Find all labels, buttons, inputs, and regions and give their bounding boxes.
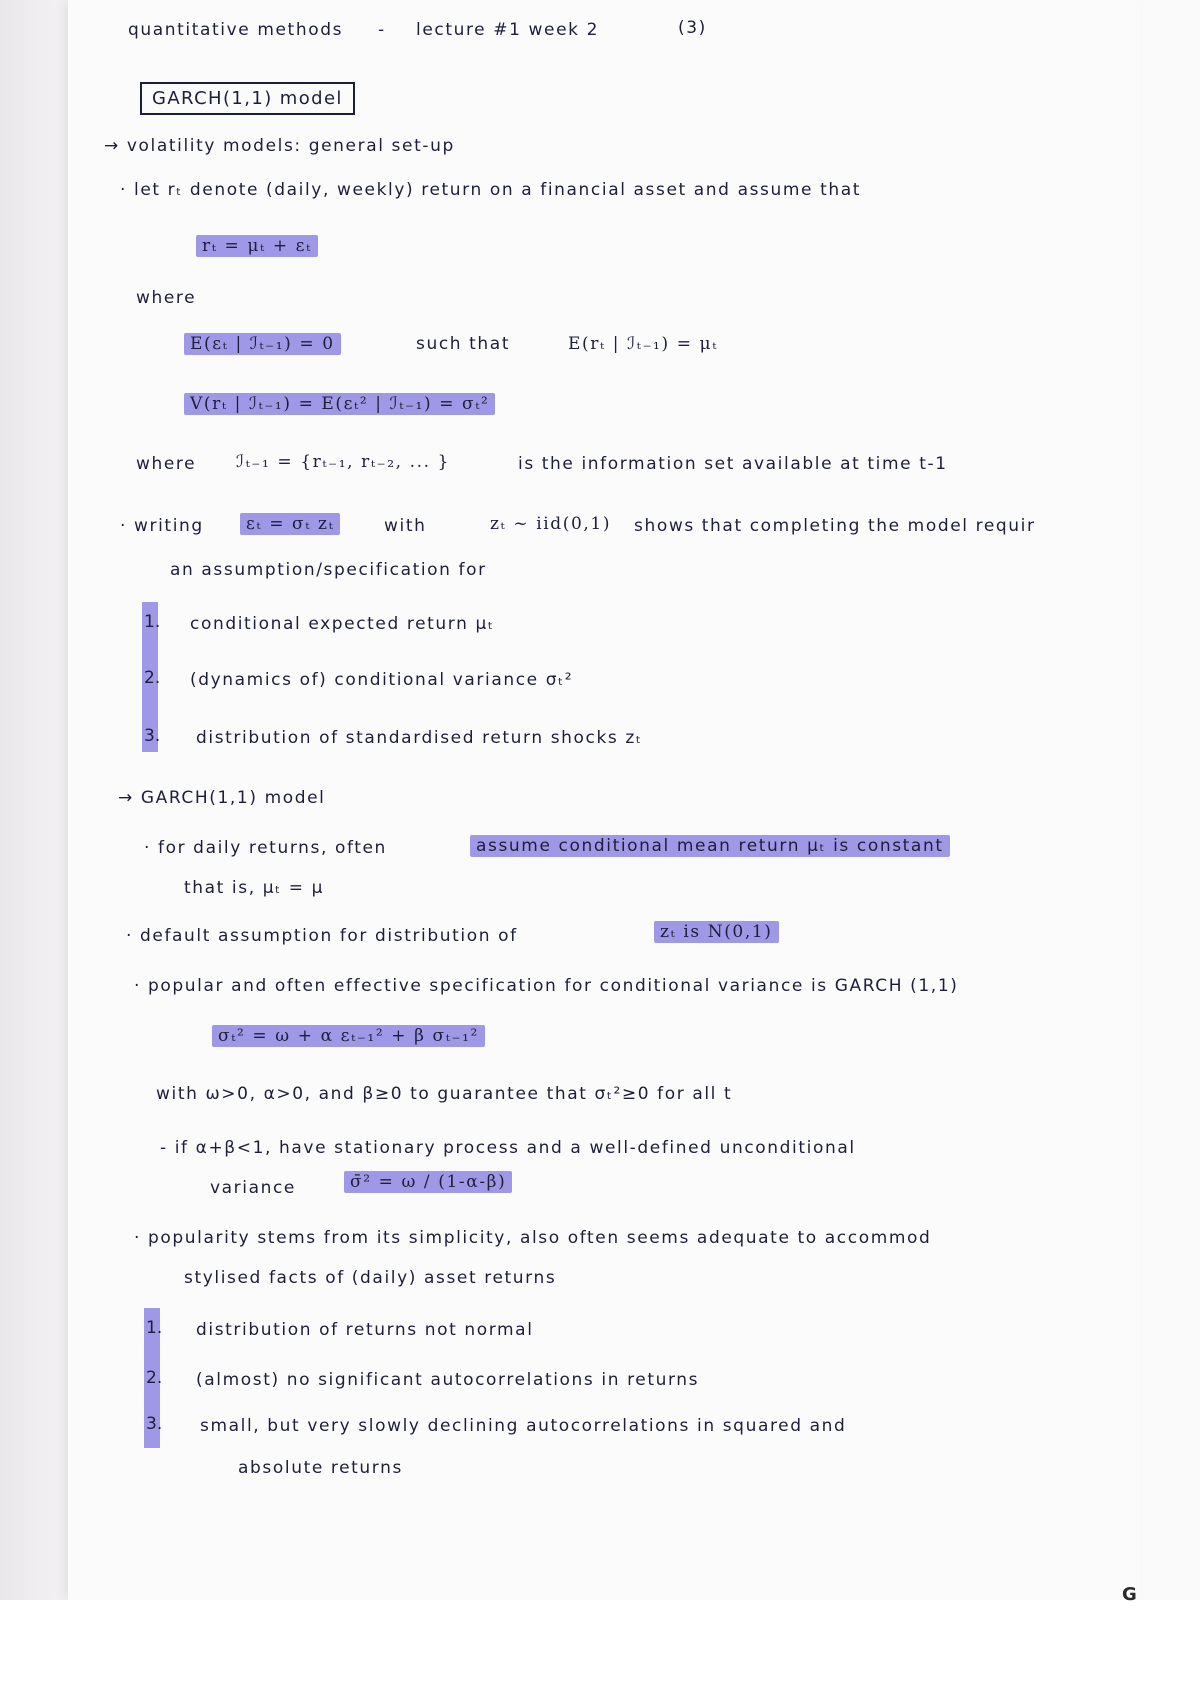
list2-num-3: 3. <box>146 1414 163 1434</box>
header-lecture: lecture #1 week 2 <box>416 20 599 40</box>
equation-conditional-variance-text: V(rₜ | ℐₜ₋₁) = E(εₜ² | ℐₜ₋₁) = σₜ² <box>184 393 495 415</box>
equation-mean-zero <box>184 334 341 354</box>
section-heading-garch: → GARCH(1,1) model <box>118 788 326 808</box>
corner-mark: G <box>1122 1584 1137 1605</box>
list1-num-1: 1. <box>144 612 161 632</box>
header-course: quantitative methods <box>128 20 344 40</box>
list2-item-3: small, but very slowly declining autocorrelations in squared and <box>200 1416 847 1436</box>
list1-item-1: conditional expected return μₜ <box>190 614 495 634</box>
stationarity-line: - if α+β<1, have stationary process and a well-defined unconditional <box>160 1138 856 1158</box>
writing-suffix: shows that completing the model requir <box>634 516 1036 536</box>
default-assumption-prefix: · default assumption for distribution of <box>126 926 518 946</box>
list2-num-1: 1. <box>146 1318 163 1338</box>
equation-unconditional-variance-text: σ̄² = ω / (1-α-β) <box>344 1171 512 1193</box>
header-dash: - <box>378 20 386 40</box>
equation-mean-zero-text: E(εₜ | ℐₜ₋₁) = 0 <box>184 333 341 355</box>
list2-num-2: 2. <box>146 1368 163 1388</box>
equation-garch <box>212 1026 485 1046</box>
popularity-line: · popularity stems from its simplicity, also often seems adequate to accommod <box>134 1228 932 1248</box>
equation-return-text: rₜ = μₜ + εₜ <box>196 235 318 257</box>
daily-returns-highlight-text: assume conditional mean return μₜ is constant <box>470 835 950 857</box>
where-label-1: where <box>136 288 197 308</box>
list2-item-2: (almost) no significant autocorrelations in returns <box>196 1370 700 1390</box>
list2-item-1: distribution of returns not normal <box>196 1320 534 1340</box>
page-bottom-margin <box>0 1600 1200 1698</box>
equation-unconditional-variance <box>344 1172 512 1192</box>
equation-iid: zₜ ~ iid(0,1) <box>490 514 612 534</box>
intro-line: · let rₜ denote (daily, weekly) return on a financial asset and assume that <box>120 180 862 200</box>
default-assumption-highlight-text: zₜ is N(0,1) <box>654 921 779 943</box>
list1-item-2: (dynamics of) conditional variance σₜ² <box>190 670 574 690</box>
list1-item-3: distribution of standardised return shocks zₜ <box>196 728 643 748</box>
stylised-facts-line: stylised facts of (daily) asset returns <box>184 1268 557 1288</box>
equation-return <box>196 236 318 256</box>
list1-num-2: 2. <box>144 668 161 688</box>
constraints-line: with ω>0, α>0, and β≥0 to guarantee that σₜ²≥0 for all t <box>156 1084 733 1104</box>
equation-writing-text: εₜ = σₜ zₜ <box>240 513 340 535</box>
equation-conditional-mean: E(rₜ | ℐₜ₋₁) = μₜ <box>568 334 718 354</box>
default-assumption-highlight <box>654 922 779 942</box>
variance-label: variance <box>210 1178 296 1198</box>
equation-garch-text: σₜ² = ω + α εₜ₋₁² + β σₜ₋₁² <box>212 1025 485 1047</box>
writing-prefix: · writing <box>120 516 204 536</box>
daily-returns-highlight <box>470 836 950 856</box>
equation-conditional-variance <box>184 394 495 414</box>
writing-with: with <box>384 516 427 536</box>
daily-returns-prefix: · for daily returns, often <box>144 838 387 858</box>
section-heading-volatility: → volatility models: general set-up <box>104 136 455 156</box>
assumption-line: an assumption/specification for <box>170 560 487 580</box>
where-label-2: where <box>136 454 197 474</box>
such-that-label: such that <box>416 334 511 354</box>
list1-num-3: 3. <box>144 726 161 746</box>
list2-item-3-continued: absolute returns <box>238 1458 403 1478</box>
equation-information-set: ℐₜ₋₁ = {rₜ₋₁, rₜ₋₂, ... } <box>236 452 451 472</box>
popular-specification-line: · popular and often effective specification for conditional variance is GARCH (1,1) <box>134 976 959 996</box>
equation-writing <box>240 514 340 534</box>
information-set-description: is the information set available at time t-1 <box>518 454 948 474</box>
header-page-number: (3) <box>678 18 707 38</box>
that-is-line: that is, μₜ = μ <box>184 878 325 898</box>
title-box: GARCH(1,1) model <box>140 82 355 115</box>
